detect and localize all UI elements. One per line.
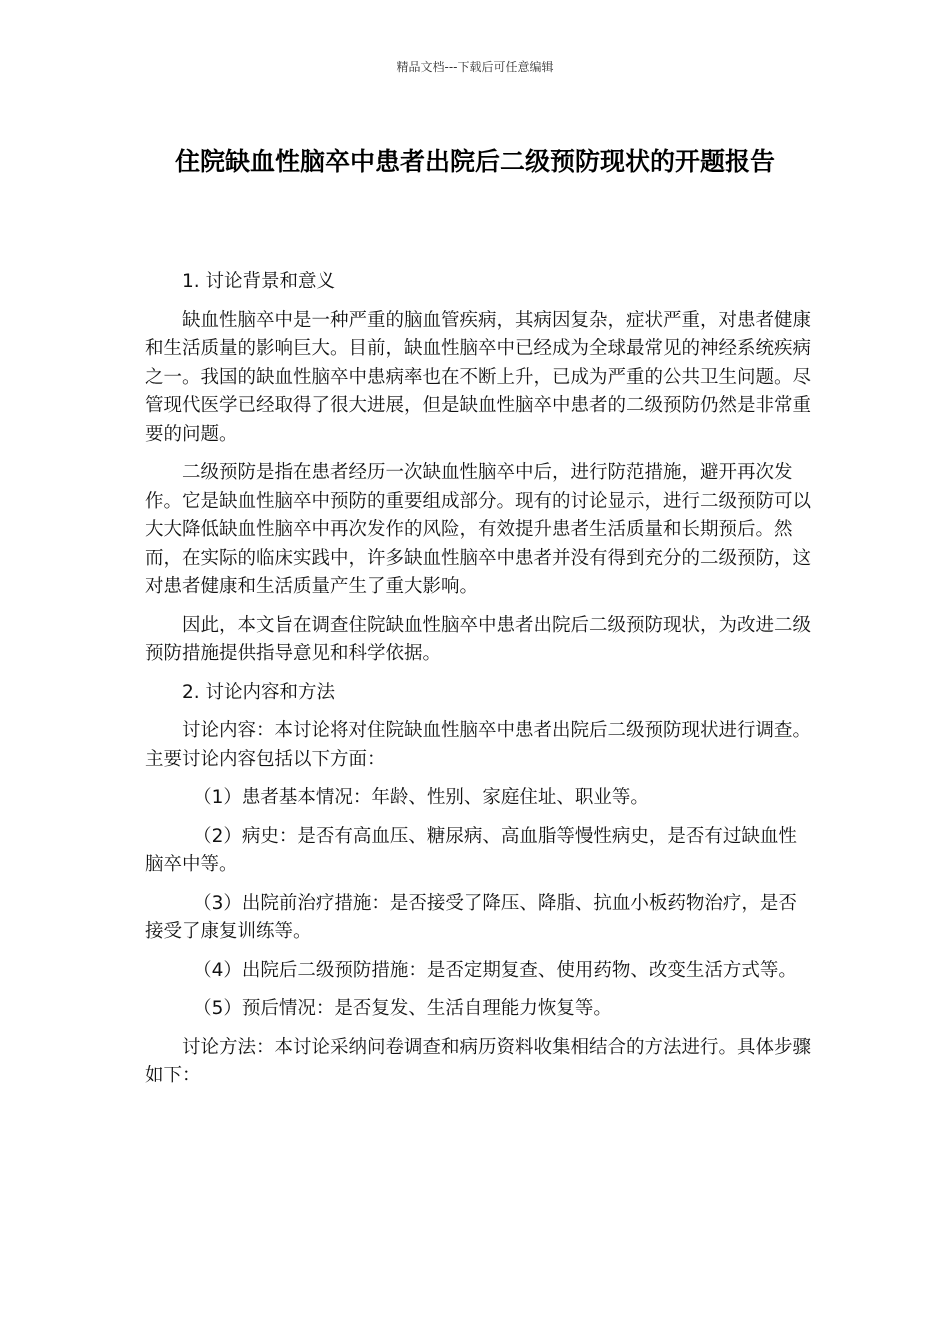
list-item: （1）患者基本情况：年龄、性别、家庭住址、职业等。 [193, 787, 649, 808]
page-header-note: 精品文档---下载后可任意编辑 [396, 60, 554, 74]
document-title: 住院缺血性脑卒中患者出院后二级预防现状的开题报告 [174, 147, 775, 176]
body-paragraph: 二级预防是指在患者经历一次缺血性脑卒中后，进行防范措施，避开再次发作。它是缺血性脑卒中预防的重要组成部分。现有的讨论显示，进行二级预防可以大大降低缺血性脑卒中再次发作的风险，有效提升患者生活质量和长期预后。然而，在实际的临床实践中，许多缺血性脑卒中患者并没有得到充分的二级预防，这对患者健康和生活质量产生了重大影响。 [145, 462, 812, 597]
body-paragraph: 因此，本文旨在调查住院缺血性脑卒中患者出院后二级预防现状，为改进二级预防措施提供指导意见和科学依据。 [145, 614, 812, 664]
body-paragraph: 讨论方法：本讨论采纳问卷调查和病历资料收集相结合的方法进行。具体步骤如下： [145, 1036, 812, 1086]
section-heading: 1. 讨论背景和意义 [182, 271, 336, 292]
list-item: （2）病史：是否有高血压、糖尿病、高血脂等慢性病史，是否有过缺血性脑卒中等。 [145, 825, 797, 875]
body-paragraph: 讨论内容：本讨论将对住院缺血性脑卒中患者出院后二级预防现状进行调查。主要讨论内容包括以下方面： [145, 720, 812, 770]
list-item: （3）出院前治疗措施：是否接受了降压、降脂、抗血小板药物治疗，是否接受了康复训练等。 [145, 892, 797, 942]
list-item: （4）出院后二级预防措施：是否定期复查、使用药物、改变生活方式等。 [193, 959, 797, 981]
list-item: （5）预后情况：是否复发、生活自理能力恢复等。 [193, 998, 612, 1019]
section-heading: 2. 讨论内容和方法 [182, 681, 336, 703]
body-paragraph: 缺血性脑卒中是一种严重的脑血管疾病，其病因复杂，症状严重，对患者健康和生活质量的影响巨大。目前，缺血性脑卒中已经成为全球最常见的神经系统疾病之一。我国的缺血性脑卒中患病率也在不断上升，已成为严重的公共卫生问题。尽管现代医学已经取得了很大进展，但是缺血性脑卒中患者的二级预防仍然是非常重要的问题。 [145, 309, 812, 445]
document-body [145, 268, 815, 1101]
